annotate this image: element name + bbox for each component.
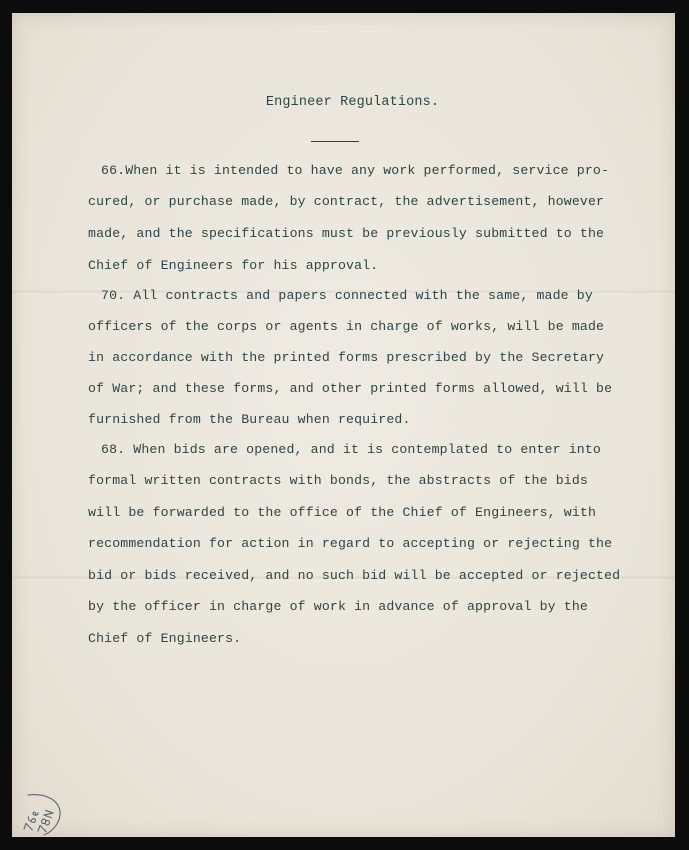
title-underline [311, 141, 359, 142]
paragraph-line: Chief of Engineers. [88, 631, 242, 646]
document-title: Engineer Regulations. [265, 95, 440, 110]
paragraph-line: in accordance with the printed forms prescribed by the Secretary [88, 350, 605, 365]
paragraph-line: 66.When it is intended to have any work performed, service pro- [101, 163, 610, 178]
handwritten-margin-note [14, 791, 70, 839]
paragraph-line: officers of the corps or agents in charge of works, will be made [88, 319, 605, 334]
paragraph-line: recommendation for action in regard to accepting or rejecting the [88, 536, 613, 551]
paragraph-line: by the officer in charge of work in advance of approval by the [88, 599, 588, 614]
paragraph-line: 70. All contracts and papers connected with the same, made by [101, 288, 593, 303]
paragraph-line: will be forwarded to the office of the Chief of Engineers, with [88, 505, 597, 520]
paragraph-line: furnished from the Bureau when required. [88, 412, 411, 427]
paragraph-line: bid or bids received, and no such bid will be accepted or rejected [88, 568, 621, 583]
paragraph-line: of War; and these forms, and other printed forms allowed, will be [88, 381, 613, 396]
document-page [12, 13, 675, 837]
paragraph-line: cured, or purchase made, by contract, the advertisement, however [88, 194, 605, 209]
paragraph-line: 68. When bids are opened, and it is contemplated to enter into [101, 442, 601, 457]
paragraph-line: Chief of Engineers for his approval. [88, 258, 379, 273]
paragraph-line: formal written contracts with bonds, the abstracts of the bids [88, 473, 588, 488]
paragraph-line: made, and the specifications must be previously submitted to the [88, 226, 605, 241]
